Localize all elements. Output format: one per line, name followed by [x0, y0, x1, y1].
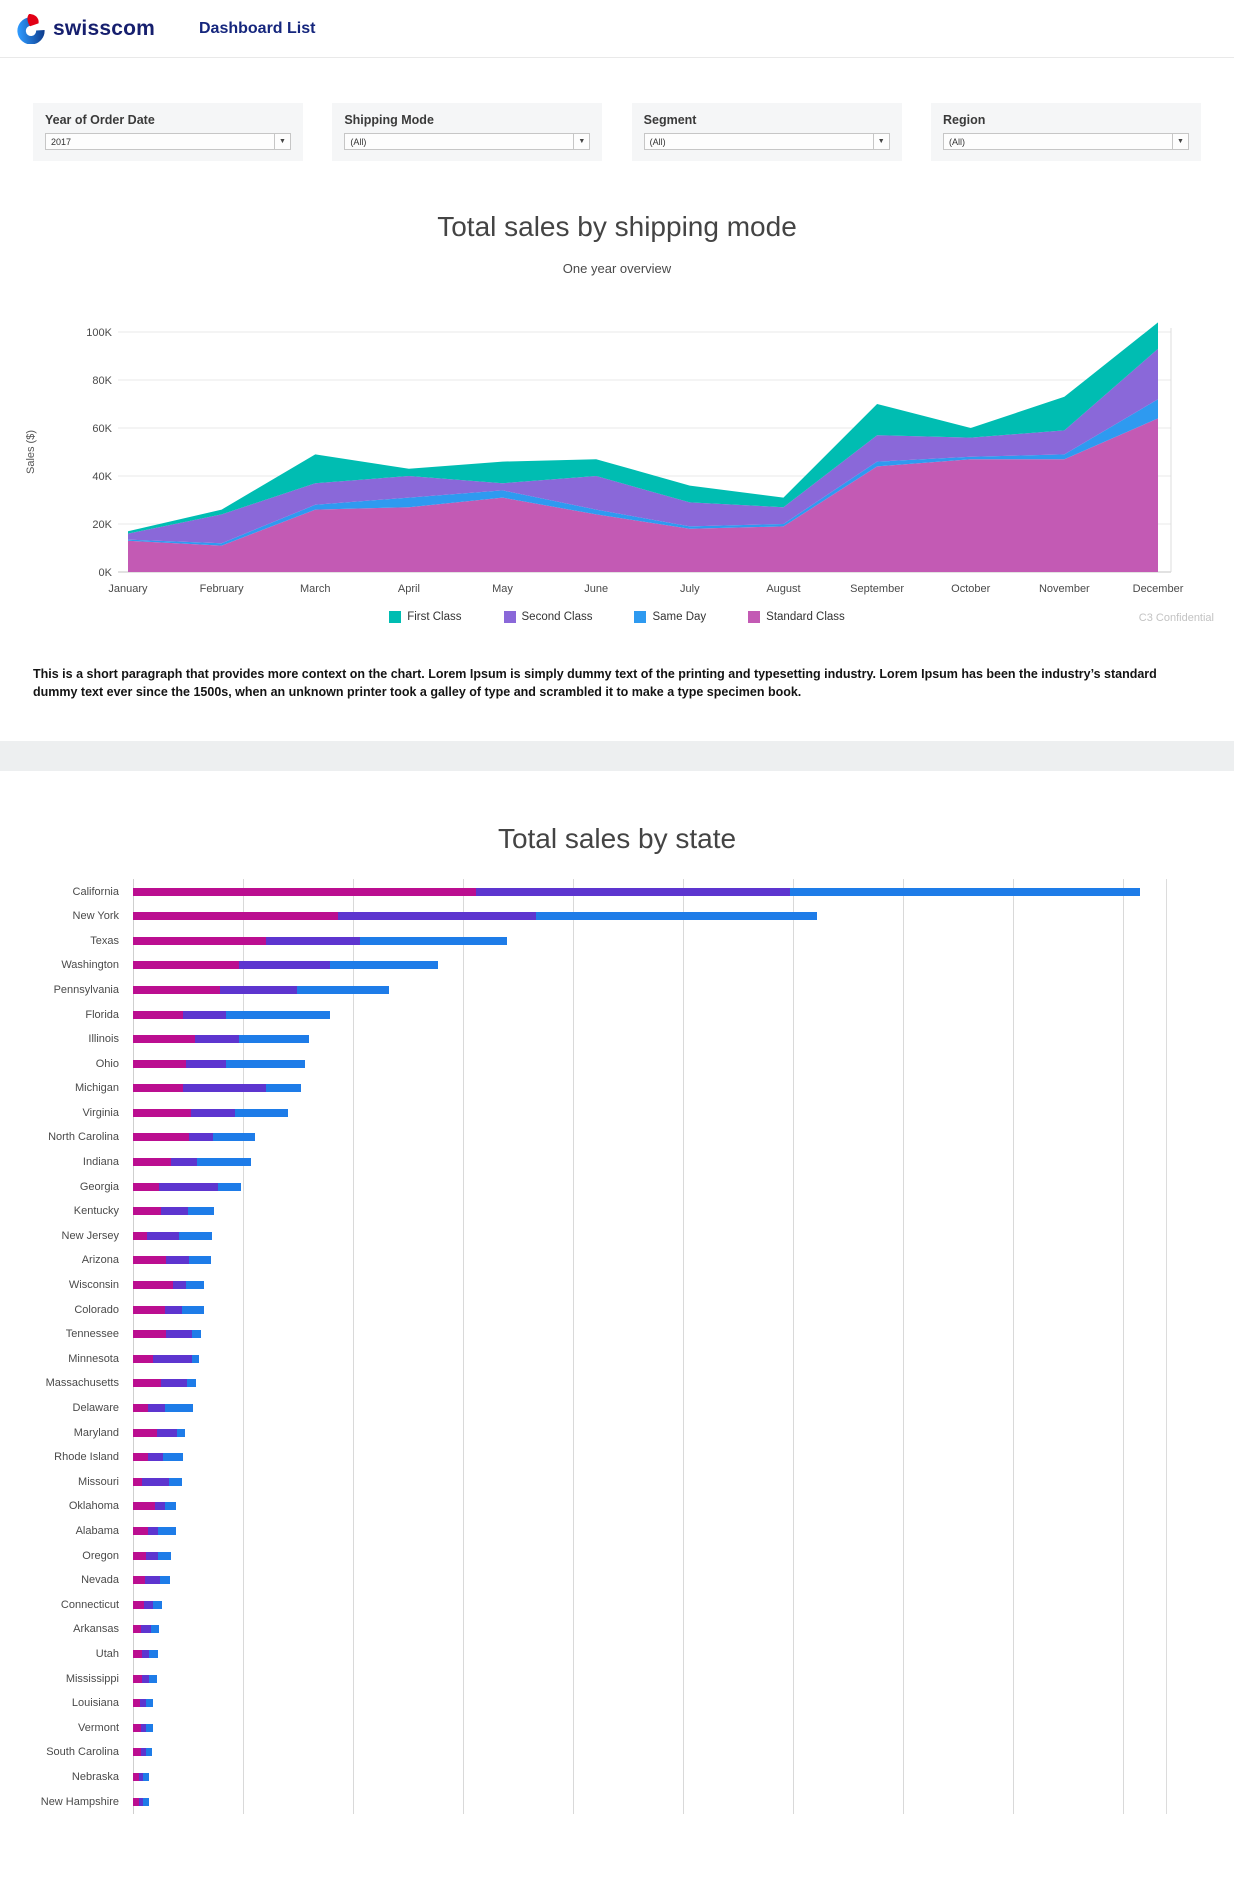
- bar-segment-2[interactable]: [153, 1355, 193, 1363]
- chevron-down-icon[interactable]: ▼: [1172, 134, 1188, 149]
- bar-track: [133, 986, 389, 994]
- bar-segment-2[interactable]: [186, 1060, 226, 1068]
- bar-row-connecticut: [0, 1592, 1234, 1617]
- x-tick-label: March: [299, 583, 331, 595]
- y-tick-label: 60K: [92, 423, 112, 435]
- legend-label: First Class: [407, 611, 462, 623]
- bar-label: New Hampshire: [40, 1795, 119, 1808]
- bar-segment-3[interactable]: [163, 1453, 183, 1461]
- dropdown-value-region: (All): [948, 136, 965, 147]
- legend-item-standard-class[interactable]: [748, 611, 845, 623]
- filter-bar: [33, 103, 1201, 161]
- bar-segment-3[interactable]: [146, 1699, 153, 1707]
- bar-segment-2[interactable]: [148, 1527, 157, 1535]
- bar-segment-2[interactable]: [165, 1306, 183, 1314]
- confidential-label: C3 Confidential: [1138, 612, 1214, 624]
- bar-label: Texas: [90, 934, 119, 947]
- chevron-down-icon[interactable]: ▼: [573, 134, 589, 149]
- bar-track: [133, 1232, 212, 1240]
- bar-segment-3[interactable]: [149, 1650, 157, 1658]
- bar-segment-3[interactable]: [360, 937, 507, 945]
- bar-segment-3[interactable]: [160, 1576, 169, 1584]
- bar-segment-3[interactable]: [790, 888, 1140, 896]
- chart1-subtitle: One year overview: [562, 261, 672, 276]
- bar-segment-2[interactable]: [189, 1133, 212, 1141]
- bar-row-alabama: [0, 1519, 1234, 1544]
- bar-segment-1[interactable]: [133, 1404, 148, 1412]
- bar-label: Alabama: [75, 1524, 119, 1537]
- y-tick-label: 100K: [86, 327, 112, 339]
- bar-label: Missouri: [78, 1475, 119, 1488]
- y-tick-label: 20K: [92, 519, 112, 531]
- bar-segment-2[interactable]: [220, 986, 297, 994]
- bar-track: [133, 1158, 251, 1166]
- bar-segment-3[interactable]: [187, 1379, 196, 1387]
- legend-swatch: [504, 611, 516, 623]
- bar-segment-3[interactable]: [143, 1773, 150, 1781]
- bar-segment-2[interactable]: [239, 961, 331, 969]
- bar-row-tennessee: [0, 1322, 1234, 1347]
- bar-segment-2[interactable]: [166, 1256, 189, 1264]
- bar-segment-1[interactable]: [133, 1060, 186, 1068]
- bar-track: [133, 937, 507, 945]
- bar-segment-3[interactable]: [165, 1502, 176, 1510]
- dropdown-value-segment: (All): [649, 136, 666, 147]
- bar-label: New York: [72, 910, 119, 923]
- bar-segment-3[interactable]: [235, 1109, 289, 1117]
- bar-segment-1[interactable]: [133, 1379, 161, 1387]
- bar-segment-2[interactable]: [476, 888, 789, 896]
- filter-label-segment: Segment: [643, 113, 697, 127]
- bar-segment-3[interactable]: [536, 912, 817, 920]
- bar-label: Arizona: [81, 1254, 119, 1267]
- bar-segment-1[interactable]: [133, 1306, 165, 1314]
- bar-segment-2[interactable]: [142, 1478, 169, 1486]
- bar-row-new-york: [0, 904, 1234, 929]
- bar-row-california: [0, 879, 1234, 904]
- bar-segment-3[interactable]: [149, 1675, 157, 1683]
- bar-segment-2[interactable]: [166, 1330, 192, 1338]
- bar-segment-2[interactable]: [159, 1183, 218, 1191]
- bar-row-utah: [0, 1642, 1234, 1667]
- bar-track: [133, 912, 817, 920]
- bar-segment-3[interactable]: [186, 1281, 204, 1289]
- chevron-down-icon[interactable]: ▼: [274, 134, 290, 149]
- bar-segment-3[interactable]: [226, 1060, 305, 1068]
- bar-segment-1[interactable]: [133, 1675, 142, 1683]
- bar-label: Louisiana: [71, 1697, 119, 1710]
- bar-segment-1[interactable]: [133, 1724, 141, 1732]
- legend: [0, 611, 1234, 623]
- y-axis-title: Sales ($): [25, 429, 37, 475]
- bar-row-georgia: [0, 1174, 1234, 1199]
- bar-label: Rhode Island: [54, 1451, 119, 1464]
- bar-segment-2[interactable]: [142, 1675, 149, 1683]
- bar-segment-2[interactable]: [266, 937, 360, 945]
- bar-segment-1[interactable]: [133, 1650, 142, 1658]
- bar-row-north-carolina: [0, 1125, 1234, 1150]
- bar-segment-3[interactable]: [218, 1183, 241, 1191]
- shipping-mode-section: [0, 211, 1234, 701]
- bar-track: [133, 1773, 149, 1781]
- filter-region: [931, 103, 1201, 161]
- bar-row-florida: [0, 1002, 1234, 1027]
- bar-row-rhode-island: [0, 1445, 1234, 1470]
- bar-segment-1[interactable]: [133, 1183, 159, 1191]
- bar-segment-2[interactable]: [147, 1232, 179, 1240]
- bar-segment-1[interactable]: [133, 1330, 166, 1338]
- bar-chart: [0, 879, 1234, 1814]
- x-tick-label: October: [951, 583, 991, 595]
- bar-segment-3[interactable]: [143, 1798, 149, 1806]
- bar-segment-1[interactable]: [133, 1502, 155, 1510]
- bar-label: Nebraska: [71, 1770, 119, 1783]
- bar-track: [133, 1306, 204, 1314]
- bar-segment-2[interactable]: [140, 1699, 147, 1707]
- section-divider: [0, 741, 1234, 771]
- filter-segment: [632, 103, 902, 161]
- bar-label: South Carolina: [46, 1746, 119, 1759]
- bar-row-virginia: [0, 1101, 1234, 1126]
- bar-segment-3[interactable]: [146, 1748, 152, 1756]
- bar-label: Oklahoma: [68, 1500, 119, 1513]
- bar-row-ohio: [0, 1051, 1234, 1076]
- bar-label: California: [72, 885, 119, 898]
- bar-segment-3[interactable]: [179, 1232, 212, 1240]
- bar-track: [133, 1084, 301, 1092]
- x-tick-label: May: [492, 583, 513, 595]
- bar-track: [133, 961, 438, 969]
- bar-row-texas: [0, 928, 1234, 953]
- bar-row-nevada: [0, 1568, 1234, 1593]
- bar-row-arizona: [0, 1248, 1234, 1273]
- dropdown-region[interactable]: [943, 133, 1189, 150]
- context-paragraph: This is a short paragraph that provides more context on the chart. Lorem Ipsum is simply dummy text of the printing and typesetting industry. Lorem Ipsum has been the industry’s standard dummy text ever since the 1500s, when an unknown printer took a galley of type and scrambled it to make a type specimen book.: [33, 667, 1157, 700]
- bar-segment-3[interactable]: [169, 1478, 182, 1486]
- bar-row-indiana: [0, 1150, 1234, 1175]
- bar-label: Massachusetts: [45, 1377, 119, 1390]
- bar-segment-1[interactable]: [133, 1478, 142, 1486]
- bar-label: Arkansas: [73, 1623, 119, 1636]
- bar-segment-2[interactable]: [161, 1207, 188, 1215]
- bar-label: Washington: [61, 959, 119, 972]
- bar-row-oregon: [0, 1543, 1234, 1568]
- bar-segment-3[interactable]: [330, 961, 438, 969]
- bar-segment-2[interactable]: [173, 1281, 186, 1289]
- bar-segment-1[interactable]: [133, 1256, 166, 1264]
- bar-label: Colorado: [74, 1303, 119, 1316]
- bar-segment-3[interactable]: [153, 1601, 163, 1609]
- bar-segment-3[interactable]: [177, 1429, 185, 1437]
- bar-segment-1[interactable]: [133, 1207, 161, 1215]
- bar-segment-1[interactable]: [133, 912, 338, 920]
- bar-row-oklahoma: [0, 1494, 1234, 1519]
- bar-track: [133, 1502, 176, 1510]
- filter-label-shipping-mode: Shipping Mode: [344, 113, 434, 127]
- x-tick-label: April: [397, 583, 420, 595]
- bar-segment-3[interactable]: [158, 1552, 171, 1560]
- bar-segment-2[interactable]: [191, 1109, 235, 1117]
- bar-row-kentucky: [0, 1199, 1234, 1224]
- bar-label: Kentucky: [73, 1205, 119, 1218]
- app-header: [0, 0, 1234, 58]
- bar-segment-3[interactable]: [213, 1133, 256, 1141]
- bar-segment-3[interactable]: [146, 1724, 152, 1732]
- bar-segment-1[interactable]: [133, 1552, 146, 1560]
- legend-item-first-class[interactable]: [389, 611, 461, 623]
- bar-track: [133, 1478, 182, 1486]
- bar-segment-3[interactable]: [192, 1355, 198, 1363]
- bar-segment-1[interactable]: [133, 1355, 153, 1363]
- bar-label: Michigan: [74, 1082, 119, 1095]
- bar-label: Mississippi: [65, 1672, 119, 1685]
- bar-track: [133, 1699, 153, 1707]
- bar-segment-3[interactable]: [182, 1306, 203, 1314]
- bar-row-massachusetts: [0, 1371, 1234, 1396]
- bar-segment-1[interactable]: [133, 986, 220, 994]
- bar-track: [133, 1256, 211, 1264]
- bar-segment-3[interactable]: [239, 1035, 309, 1043]
- bar-segment-3[interactable]: [189, 1256, 211, 1264]
- bar-row-illinois: [0, 1027, 1234, 1052]
- bar-row-vermont: [0, 1715, 1234, 1740]
- filter-label-region: Region: [942, 113, 986, 127]
- bar-segment-2[interactable]: [183, 1011, 226, 1019]
- bar-segment-1[interactable]: [133, 1527, 148, 1535]
- bar-segment-1[interactable]: [133, 1109, 191, 1117]
- x-tick-label: September: [850, 583, 904, 595]
- x-tick-label: February: [199, 583, 244, 595]
- bar-label: Florida: [85, 1008, 119, 1021]
- bar-segment-2[interactable]: [148, 1404, 165, 1412]
- filter-year-of-order-date: [33, 103, 303, 161]
- bar-segment-2[interactable]: [148, 1453, 163, 1461]
- bar-segment-2[interactable]: [141, 1625, 151, 1633]
- bar-row-colorado: [0, 1297, 1234, 1322]
- bar-track: [133, 1453, 183, 1461]
- bar-segment-1[interactable]: [133, 1748, 141, 1756]
- bar-row-washington: [0, 953, 1234, 978]
- bar-label: Virginia: [82, 1106, 119, 1119]
- bar-segment-2[interactable]: [183, 1084, 266, 1092]
- bar-segment-1[interactable]: [133, 961, 239, 969]
- legend-label: Standard Class: [766, 611, 845, 623]
- bar-track: [133, 1281, 204, 1289]
- x-tick-label: January: [108, 583, 148, 595]
- page-title: Dashboard List: [199, 19, 316, 37]
- bar-row-mississippi: [0, 1666, 1234, 1691]
- bar-segment-1[interactable]: [133, 1576, 145, 1584]
- bar-label: Nevada: [81, 1574, 119, 1587]
- y-tick-label: 0K: [98, 567, 112, 579]
- legend-swatch: [634, 611, 646, 623]
- bar-row-louisiana: [0, 1691, 1234, 1716]
- bar-track: [133, 1527, 176, 1535]
- bar-label: Indiana: [82, 1156, 119, 1169]
- bar-track: [133, 1675, 157, 1683]
- filter-label-year-of-order-date: Year of Order Date: [45, 113, 155, 127]
- bar-segment-3[interactable]: [188, 1207, 213, 1215]
- swisscom-logo-icon: [16, 14, 46, 44]
- bar-segment-2[interactable]: [146, 1552, 158, 1560]
- filter-shipping-mode: [332, 103, 602, 161]
- bar-segment-2[interactable]: [142, 1650, 150, 1658]
- dropdown-value-shipping-mode: (All): [350, 136, 367, 147]
- bar-label: Pennsylvania: [53, 983, 119, 996]
- chart1-title: Total sales by shipping mode: [437, 211, 797, 242]
- bar-row-south-carolina: [0, 1740, 1234, 1765]
- bar-label: Oregon: [82, 1549, 119, 1562]
- bar-label: Illinois: [88, 1033, 119, 1046]
- bar-rows: [0, 879, 1234, 1814]
- bar-label: Minnesota: [68, 1352, 119, 1365]
- bar-row-nebraska: [0, 1765, 1234, 1790]
- bar-row-michigan: [0, 1076, 1234, 1101]
- legend-swatch: [389, 611, 401, 623]
- bar-row-missouri: [0, 1470, 1234, 1495]
- bar-track: [133, 1060, 305, 1068]
- legend-label: Same Day: [652, 611, 707, 623]
- legend-swatch: [748, 611, 760, 623]
- area-chart: [0, 280, 1234, 609]
- bar-segment-3[interactable]: [266, 1084, 301, 1092]
- bar-segment-3[interactable]: [165, 1404, 194, 1412]
- dropdown-segment[interactable]: [644, 133, 890, 150]
- bar-track: [133, 1625, 159, 1633]
- bar-segment-3[interactable]: [226, 1011, 330, 1019]
- bar-segment-1[interactable]: [133, 1035, 195, 1043]
- legend-row: [0, 611, 1234, 627]
- bar-segment-2[interactable]: [145, 1576, 160, 1584]
- bar-segment-1[interactable]: [133, 1453, 148, 1461]
- y-tick-label: 80K: [92, 375, 112, 387]
- bar-label: Vermont: [78, 1721, 119, 1734]
- bar-segment-2[interactable]: [171, 1158, 197, 1166]
- bar-row-arkansas: [0, 1617, 1234, 1642]
- bar-segment-1[interactable]: [133, 1158, 171, 1166]
- bar-label: Ohio: [95, 1057, 119, 1070]
- bar-segment-3[interactable]: [192, 1330, 200, 1338]
- bar-track: [133, 1133, 255, 1141]
- bar-label: North Carolina: [48, 1131, 119, 1144]
- bar-track: [133, 1601, 162, 1609]
- bar-track: [133, 888, 1140, 896]
- bar-track: [133, 1330, 201, 1338]
- bar-segment-2[interactable]: [195, 1035, 239, 1043]
- bar-track: [133, 1035, 309, 1043]
- bar-segment-2[interactable]: [155, 1502, 166, 1510]
- bar-segment-1[interactable]: [133, 1011, 183, 1019]
- bar-label: New Jersey: [61, 1229, 119, 1242]
- bar-segment-1[interactable]: [133, 1601, 144, 1609]
- legend-item-second-class[interactable]: [504, 611, 593, 623]
- bar-track: [133, 1404, 193, 1412]
- bar-track: [133, 1183, 241, 1191]
- x-tick-label: June: [584, 583, 609, 595]
- bar-label: Delaware: [72, 1402, 119, 1415]
- dropdown-shipping-mode[interactable]: [344, 133, 590, 150]
- bar-segment-1[interactable]: [133, 1084, 183, 1092]
- bar-segment-3[interactable]: [158, 1527, 176, 1535]
- area-chart-svg: [0, 280, 1234, 604]
- bar-track: [133, 1207, 214, 1215]
- dropdown-value-year-of-order-date: 2017: [51, 136, 72, 147]
- bar-track: [133, 1355, 199, 1363]
- bar-label: Georgia: [79, 1180, 119, 1193]
- bar-track: [133, 1109, 288, 1117]
- y-tick-label: 40K: [92, 471, 112, 483]
- bar-row-pennsylvania: [0, 978, 1234, 1003]
- bar-label: Tennessee: [65, 1328, 119, 1341]
- bar-segment-3[interactable]: [151, 1625, 159, 1633]
- bar-segment-1[interactable]: [133, 1625, 141, 1633]
- dropdown-year-of-order-date[interactable]: [45, 133, 291, 150]
- x-tick-label: December: [1132, 583, 1184, 595]
- bar-row-wisconsin: [0, 1273, 1234, 1298]
- x-tick-label: November: [1038, 583, 1090, 595]
- bar-row-new-jersey: [0, 1224, 1234, 1249]
- bar-segment-1[interactable]: [133, 1699, 140, 1707]
- state-sales-section: [0, 823, 1234, 1814]
- bar-label: Connecticut: [60, 1598, 119, 1611]
- bar-track: [133, 1011, 330, 1019]
- brand-name: swisscom: [53, 16, 155, 40]
- bar-track: [133, 1379, 196, 1387]
- bar-segment-1[interactable]: [133, 1232, 147, 1240]
- bar-track: [133, 1798, 149, 1806]
- legend-label: Second Class: [521, 611, 593, 623]
- bar-track: [133, 1724, 153, 1732]
- bar-row-new-hampshire: [0, 1789, 1234, 1814]
- bar-segment-3[interactable]: [197, 1158, 250, 1166]
- x-tick-label: July: [680, 583, 700, 595]
- bar-row-delaware: [0, 1396, 1234, 1421]
- bar-track: [133, 1748, 152, 1756]
- bar-track: [133, 1552, 171, 1560]
- bar-segment-1[interactable]: [133, 1281, 173, 1289]
- bar-segment-2[interactable]: [157, 1429, 177, 1437]
- bar-row-maryland: [0, 1420, 1234, 1445]
- bar-segment-2[interactable]: [144, 1601, 153, 1609]
- bar-label: Wisconsin: [68, 1279, 119, 1292]
- bar-segment-2[interactable]: [161, 1379, 187, 1387]
- bar-segment-1[interactable]: [133, 1429, 157, 1437]
- legend-item-same-day[interactable]: [634, 611, 706, 623]
- chevron-down-icon[interactable]: ▼: [873, 134, 889, 149]
- bar-row-minnesota: [0, 1347, 1234, 1372]
- bar-label: Utah: [95, 1647, 119, 1660]
- bar-track: [133, 1576, 170, 1584]
- bar-segment-1[interactable]: [133, 888, 476, 896]
- bar-track: [133, 1650, 158, 1658]
- bar-track: [133, 1429, 185, 1437]
- bar-segment-1[interactable]: [133, 937, 266, 945]
- chart2-title: Total sales by state: [497, 823, 737, 855]
- bar-label: Maryland: [73, 1426, 119, 1439]
- bar-segment-3[interactable]: [297, 986, 390, 994]
- bar-segment-1[interactable]: [133, 1133, 189, 1141]
- x-tick-label: August: [766, 583, 801, 595]
- bar-segment-2[interactable]: [338, 912, 536, 920]
